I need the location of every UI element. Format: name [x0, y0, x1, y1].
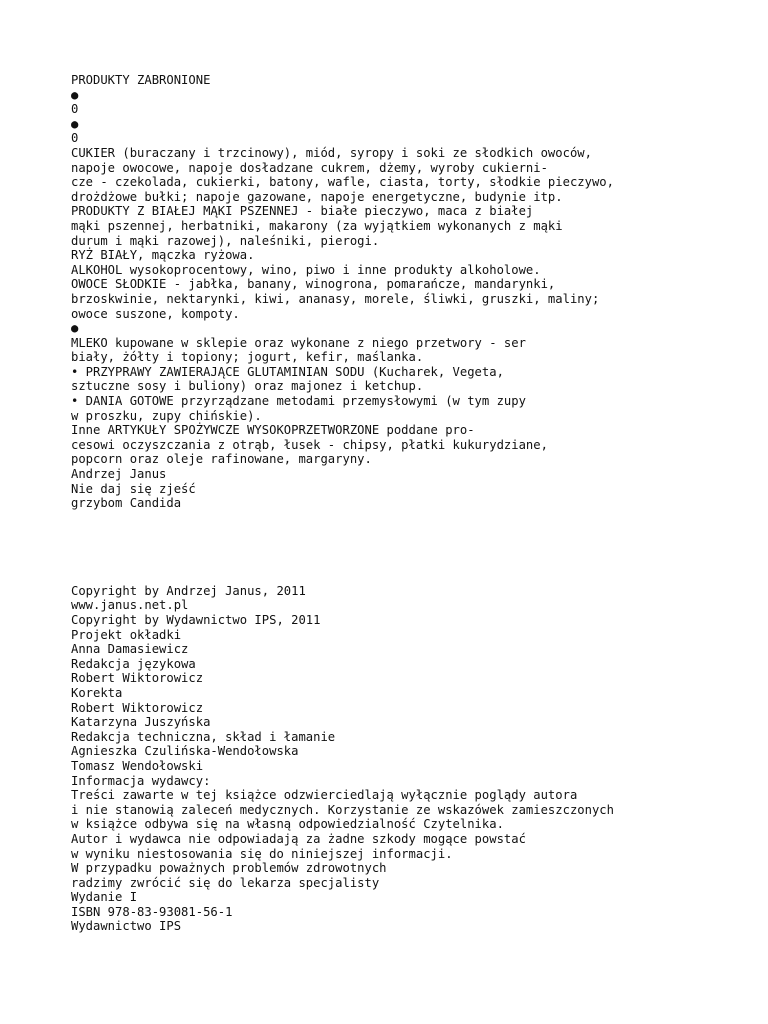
text-line: OWOCE SŁODKIE - jabłka, banany, winogrona, pomarańcze, mandarynki, — [71, 277, 556, 292]
imprint-line: Wydawnictwo IPS — [71, 919, 182, 934]
text-line: popcorn oraz oleje rafinowane, margaryny. — [71, 452, 372, 467]
imprint-line: Wydanie I — [71, 890, 138, 905]
imprint-line: i nie stanowią zaleceń medycznych. Korzystanie ze wskazówek zamieszczonych — [71, 802, 614, 817]
text-line: biały, żółty i topiony; jogurt, kefir, maślanka. — [71, 350, 424, 365]
text-line: 0 — [71, 131, 79, 146]
text-line: PRODUKTY Z BIAŁEJ MĄKI PSZENNEJ - białe pieczywo, maca z białej — [71, 204, 534, 219]
text-line: grzybom Candida — [71, 496, 182, 511]
text-line: durum i mąki razowej), naleśniki, pierogi. — [71, 233, 380, 248]
text-line: owoce suszone, kompoty. — [71, 306, 240, 321]
imprint-line: ISBN 978-83-93081-56-1 — [71, 904, 233, 919]
text-line: cze - czekolada, cukierki, batony, wafle, ciasta, torty, słodkie pieczywo, — [71, 175, 614, 190]
text-line: ● — [71, 87, 79, 102]
forbidden-products-section — [71, 73, 614, 511]
section-gap — [71, 511, 614, 584]
imprint-line: Treści zawarte w tej książce odzwierciedlają wyłącznie poglądy autora — [71, 788, 578, 803]
text-line: cesowi oczyszczania z otrąb, łusek - chipsy, płatki kukurydziane, — [71, 437, 548, 452]
imprint-line: Anna Damasiewicz — [71, 642, 189, 657]
imprint-line: Projekt okładki — [71, 627, 182, 642]
text-line: Nie daj się zjeść — [71, 481, 196, 496]
imprint-line: W przypadku poważnych problemów zdrowotnych — [71, 861, 387, 876]
imprint-line: Copyright by Andrzej Janus, 2011 — [71, 583, 306, 598]
imprint-line: w wyniku niestosowania się do niniejszej informacji. — [71, 846, 453, 861]
text-line: • DANIA GOTOWE przyrządzane metodami przemysłowymi (w tym zupy — [71, 394, 526, 409]
imprint-line: Copyright by Wydawnictwo IPS, 2011 — [71, 613, 321, 627]
text-line: PRODUKTY ZABRONIONE — [71, 73, 211, 87]
text-line: brzoskwinie, nektarynki, kiwi, ananasy, morele, śliwki, gruszki, maliny; — [71, 291, 600, 306]
imprint-section — [71, 584, 614, 934]
text-line: MLEKO kupowane w sklepie oraz wykonane z niego przetwory - ser — [71, 335, 526, 350]
imprint-line: Robert Wiktorowicz — [71, 671, 204, 686]
imprint-line: Katarzyna Juszyńska — [71, 715, 211, 730]
text-line: Inne ARTYKUŁY SPOŻYWCZE WYSOKOPRZETWORZONE poddane pro- — [71, 423, 475, 438]
imprint-line: Tomasz Wendołowski — [71, 758, 204, 773]
imprint-line: Agnieszka Czulińska-Wendołowska — [71, 744, 299, 759]
imprint-line: Robert Wiktorowicz — [71, 700, 204, 715]
imprint-line: w książce odbywa się na własną odpowiedzialność Czytelnika. — [71, 817, 504, 832]
text-line: mąki pszennej, herbatniki, makarony (za wyjątkiem wykonanych z mąki — [71, 218, 563, 233]
imprint-line: Redakcja techniczna, skład i łamanie — [71, 729, 336, 744]
text-line: sztuczne sosy i buliony) oraz majonez i ketchup. — [71, 379, 424, 394]
text-line: Andrzej Janus — [71, 467, 167, 482]
text-line: napoje owocowe, napoje dosładzane cukrem, dżemy, wyroby cukierni- — [71, 160, 548, 175]
text-line: RYŻ BIAŁY, mączka ryżowa. — [71, 248, 255, 263]
text-line: w proszku, zupy chińskie). — [71, 408, 262, 423]
text-line: ALKOHOL wysokoprocentowy, wino, piwo i inne produkty alkoholowe. — [71, 262, 541, 277]
text-line: 0 — [71, 102, 79, 117]
imprint-line: Autor i wydawca nie odpowiadają za żadne szkody mogące powstać — [71, 831, 526, 846]
imprint-line: Informacja wydawcy: — [71, 773, 211, 788]
text-line: ● — [71, 321, 79, 336]
text-line: drożdżowe bułki; napoje gazowane, napoje energetyczne, budynie itp. — [71, 189, 563, 204]
text-line: CUKIER (buraczany i trzcinowy), miód, syropy i soki ze słodkich owoców, — [71, 145, 592, 160]
imprint-line: Korekta — [71, 685, 123, 700]
imprint-line: radzimy zwrócić się do lekarza specjalisty — [71, 875, 380, 890]
imprint-line: Redakcja językowa — [71, 656, 196, 671]
document-page — [71, 73, 614, 934]
imprint-line: www.janus.net.pl — [71, 598, 189, 613]
text-line: • PRZYPRAWY ZAWIERAJĄCE GLUTAMINIAN SODU (Kucharek, Vegeta, — [71, 364, 504, 379]
text-line: ● — [71, 116, 79, 131]
